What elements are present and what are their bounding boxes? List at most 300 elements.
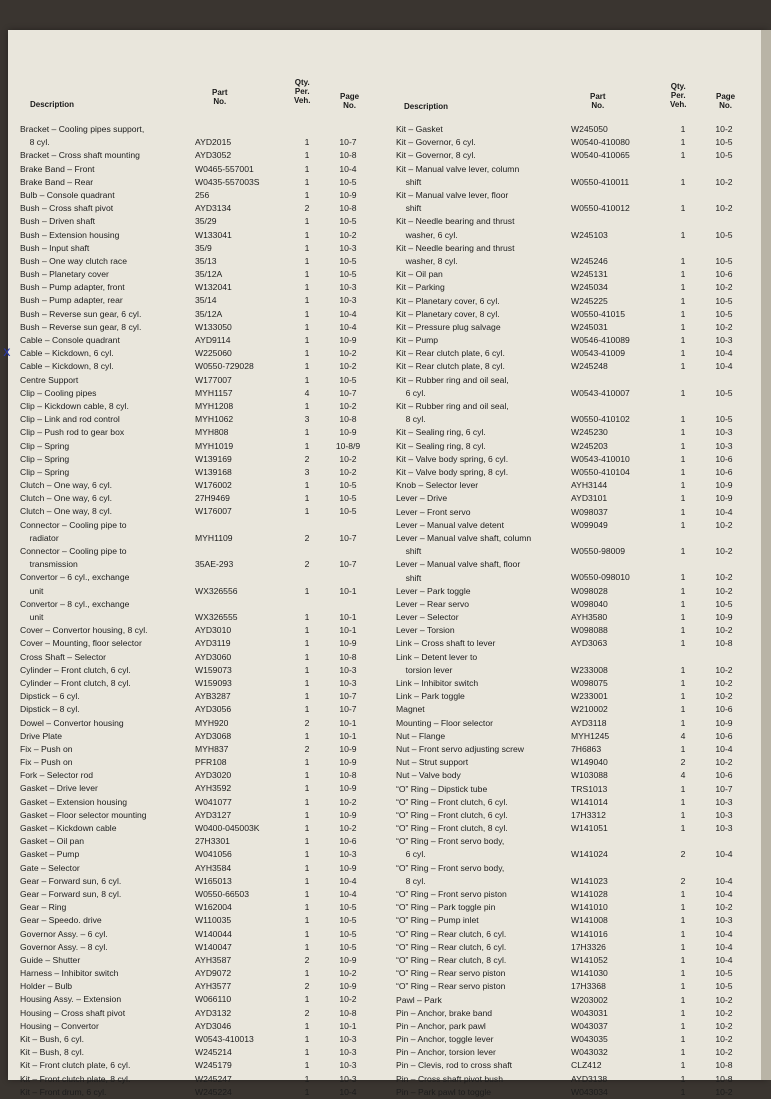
quantity-per-vehicle: 1 xyxy=(680,229,686,240)
quantity-per-vehicle: 1 xyxy=(304,427,310,438)
list-item xyxy=(396,1059,746,1072)
quantity-per-vehicle: 1 xyxy=(304,783,310,794)
margin-mark: x xyxy=(3,345,11,360)
part-description: Kit – Rubber ring and oil seal, 8 cyl. xyxy=(396,401,509,425)
part-description: Clutch – One way, 8 cyl. xyxy=(20,506,113,517)
list-item xyxy=(396,295,746,308)
part-number: W098028 xyxy=(571,585,608,596)
part-description: Bush – Extension housing xyxy=(20,229,120,240)
part-number: W043034 xyxy=(571,1086,608,1097)
part-description: Gear – Speedo. drive xyxy=(20,915,102,926)
list-item xyxy=(396,466,746,479)
quantity-per-vehicle: 1 xyxy=(304,836,310,847)
page-number: 10-3 xyxy=(339,849,357,860)
quantity-per-vehicle: 1 xyxy=(304,1020,310,1031)
list-item xyxy=(396,558,746,584)
part-description: Bracket – Cross shaft mounting xyxy=(20,150,140,161)
part-number: AYD2015 xyxy=(195,137,232,148)
quantity-per-vehicle: 1 xyxy=(680,387,686,398)
list-item xyxy=(20,677,370,690)
part-number: MYH1109 xyxy=(195,532,233,543)
part-number: W141052 xyxy=(571,954,608,965)
list-item xyxy=(20,782,370,795)
page-number: 10-5 xyxy=(339,493,357,504)
page-number: 10-4 xyxy=(339,1086,357,1097)
list-item xyxy=(396,492,746,505)
part-description: Housing – Cross shaft pivot xyxy=(20,1007,126,1018)
part-description: Clip – Spring xyxy=(20,453,70,464)
part-description: Clip – Cooling pipes xyxy=(20,387,97,398)
list-item xyxy=(20,571,370,597)
part-number: W043032 xyxy=(571,1047,608,1058)
page-number: 10-5 xyxy=(339,216,357,227)
page-number: 10-2 xyxy=(715,691,733,702)
list-item xyxy=(20,281,370,294)
quantity-per-vehicle: 1 xyxy=(680,321,686,332)
part-description: “O” Ring – Rear clutch, 6 cyl. xyxy=(396,928,507,939)
part-number: W245214 xyxy=(195,1047,232,1058)
part-number: W210002 xyxy=(571,704,608,715)
page-number: 10-5 xyxy=(339,902,357,913)
part-number: AYH3577 xyxy=(195,981,232,992)
part-number: W133050 xyxy=(195,321,232,332)
quantity-per-vehicle: 1 xyxy=(304,875,310,886)
part-number: W141051 xyxy=(571,823,608,834)
page-number: 10-7 xyxy=(339,691,357,702)
page-number: 10-8 xyxy=(339,1007,357,1018)
list-item xyxy=(20,321,370,334)
quantity-per-vehicle: 1 xyxy=(680,704,686,715)
part-description: Gasket – Drive lever xyxy=(20,783,98,794)
list-item xyxy=(20,189,370,202)
list-item xyxy=(20,664,370,677)
list-item xyxy=(396,690,746,703)
page-number: 10-9 xyxy=(339,862,357,873)
page-number: 10-6 xyxy=(715,730,733,741)
part-number: AYD3010 xyxy=(195,625,232,636)
quantity-per-vehicle: 4 xyxy=(680,730,686,741)
part-number: W245179 xyxy=(195,1060,232,1071)
quantity-per-vehicle: 2 xyxy=(680,849,686,860)
part-number: W233008 xyxy=(571,664,608,675)
list-item xyxy=(396,374,746,400)
page-number: 10-2 xyxy=(339,348,357,359)
part-description: Kit – Sealing ring, 6 cyl. xyxy=(396,427,486,438)
part-number: W0540-410080 xyxy=(571,137,630,148)
quantity-per-vehicle: 1 xyxy=(680,519,686,530)
list-item xyxy=(396,967,746,980)
part-number: W103088 xyxy=(571,770,608,781)
part-description: Gasket – Extension housing xyxy=(20,796,128,807)
page-number: 10-3 xyxy=(715,796,733,807)
part-description: Link – Cross shaft to lever xyxy=(396,638,496,649)
page-number: 10-5 xyxy=(339,255,357,266)
part-description: Cross Shaft – Selector xyxy=(20,651,106,662)
part-description: Nut – Valve body xyxy=(396,770,461,781)
list-item xyxy=(396,914,746,927)
quantity-per-vehicle: 1 xyxy=(680,638,686,649)
quantity-per-vehicle: 1 xyxy=(680,440,686,451)
part-description: Kit – Needle bearing and thrust washer, 6 cyl. xyxy=(396,216,515,240)
list-item xyxy=(396,598,746,611)
list-item xyxy=(396,334,746,347)
part-description: Gear – Ring xyxy=(20,902,67,913)
part-description: Clip – Spring xyxy=(20,466,70,477)
part-description: Bush – One way clutch race xyxy=(20,255,127,266)
page-number: 10-3 xyxy=(339,1047,357,1058)
quantity-per-vehicle: 1 xyxy=(680,427,686,438)
list-item xyxy=(396,928,746,941)
list-item xyxy=(396,163,746,189)
part-number: 35/14 xyxy=(195,295,217,306)
page-number: 10-4 xyxy=(339,875,357,886)
list-item xyxy=(20,426,370,439)
page-number: 10-5 xyxy=(339,941,357,952)
page-number: 10-9 xyxy=(339,809,357,820)
quantity-per-vehicle: 1 xyxy=(680,889,686,900)
part-description: Lever – Front servo xyxy=(396,506,471,517)
part-number: W245224 xyxy=(195,1086,232,1097)
part-description: Lever – Selector xyxy=(396,612,459,623)
page-number: 10-5 xyxy=(339,915,357,926)
quantity-per-vehicle: 1 xyxy=(304,348,310,359)
part-number: W0550-410102 xyxy=(571,414,630,425)
part-description: “O” Ring – Front servo body, 6 cyl. xyxy=(396,836,505,860)
page-number: 10-3 xyxy=(339,677,357,688)
part-number: AYB3287 xyxy=(195,691,231,702)
part-number: W041056 xyxy=(195,849,232,860)
quantity-per-vehicle: 1 xyxy=(680,361,686,372)
part-number: W110035 xyxy=(195,915,232,926)
list-item xyxy=(20,941,370,954)
part-number: AYD3132 xyxy=(195,1007,232,1018)
quantity-per-vehicle: 1 xyxy=(304,902,310,913)
page-number: 10-2 xyxy=(339,968,357,979)
part-description: Kit – Pressure plug salvage xyxy=(396,321,501,332)
list-item xyxy=(396,835,746,861)
part-description: Clip – Link and rod control xyxy=(20,414,120,425)
list-item xyxy=(20,1033,370,1046)
part-number: W141016 xyxy=(571,928,608,939)
list-item xyxy=(20,769,370,782)
part-number: AYD3127 xyxy=(195,809,232,820)
part-description: Cable – Kickdown, 8 cyl. xyxy=(20,361,114,372)
list-item xyxy=(396,1086,746,1099)
part-number: MYH1019 xyxy=(195,440,234,451)
list-item xyxy=(20,176,370,189)
quantity-per-vehicle: 2 xyxy=(304,1007,310,1018)
part-number: AYD9072 xyxy=(195,968,232,979)
part-number: AYD3063 xyxy=(571,638,608,649)
list-item xyxy=(20,914,370,927)
part-number: W132041 xyxy=(195,282,232,293)
quantity-per-vehicle: 1 xyxy=(304,1086,310,1097)
list-item xyxy=(20,149,370,162)
part-number: W245246 xyxy=(571,255,608,266)
quantity-per-vehicle: 1 xyxy=(680,928,686,939)
list-item xyxy=(20,453,370,466)
quantity-per-vehicle: 1 xyxy=(304,915,310,926)
quantity-per-vehicle: 1 xyxy=(680,585,686,596)
part-description: Clip – Spring xyxy=(20,440,70,451)
list-item xyxy=(396,321,746,334)
part-number: AYH3144 xyxy=(571,480,608,491)
page-number: 10-1 xyxy=(339,625,357,636)
page-number: 10-2 xyxy=(715,664,733,675)
part-number: AYD3056 xyxy=(195,704,232,715)
list-item xyxy=(396,360,746,373)
list-item xyxy=(396,888,746,901)
page-number: 10-3 xyxy=(339,1073,357,1084)
list-item xyxy=(20,901,370,914)
page-number: 10-2 xyxy=(715,902,733,913)
list-item xyxy=(20,255,370,268)
list-item xyxy=(396,453,746,466)
page-number: 10-4 xyxy=(339,308,357,319)
quantity-per-vehicle: 1 xyxy=(680,1060,686,1071)
quantity-per-vehicle: 1 xyxy=(304,163,310,174)
page-number: 10-3 xyxy=(339,664,357,675)
part-description: Kit – Planetary cover, 8 cyl. xyxy=(396,308,500,319)
quantity-per-vehicle: 1 xyxy=(680,717,686,728)
part-description: Gasket – Floor selector mounting xyxy=(20,809,147,820)
part-description: Gasket – Kickdown cable xyxy=(20,823,117,834)
quantity-per-vehicle: 1 xyxy=(304,664,310,675)
part-number: W141030 xyxy=(571,968,608,979)
list-item xyxy=(396,585,746,598)
quantity-per-vehicle: 1 xyxy=(680,823,686,834)
quantity-per-vehicle: 1 xyxy=(680,506,686,517)
list-item xyxy=(20,163,370,176)
part-number: W0550-410011 xyxy=(571,176,630,187)
list-item xyxy=(20,980,370,993)
list-item xyxy=(396,136,746,149)
part-number: W139169 xyxy=(195,453,232,464)
quantity-per-vehicle: 1 xyxy=(304,796,310,807)
quantity-per-vehicle: 1 xyxy=(680,902,686,913)
page-number: 10-6 xyxy=(715,704,733,715)
list-item xyxy=(396,717,746,730)
list-item xyxy=(20,822,370,835)
part-number: AYD3134 xyxy=(195,203,232,214)
quantity-per-vehicle: 1 xyxy=(680,546,686,557)
part-number: 35/9 xyxy=(195,242,212,253)
header-page-right: Page No. xyxy=(716,92,736,110)
part-description: Cable – Kickdown, 6 cyl. xyxy=(20,348,114,359)
header-qty-left: Qty. Per. Veh. xyxy=(294,78,311,105)
quantity-per-vehicle: 2 xyxy=(304,981,310,992)
quantity-per-vehicle: 1 xyxy=(304,282,310,293)
part-description: Gasket – Oil pan xyxy=(20,836,85,847)
quantity-per-vehicle: 3 xyxy=(304,414,310,425)
part-description: Magnet xyxy=(396,704,425,715)
list-item xyxy=(396,506,746,519)
part-number: W245131 xyxy=(571,269,608,280)
part-description: Harness – Inhibitor switch xyxy=(20,968,119,979)
page-number: 10-8 xyxy=(715,1073,733,1084)
part-number: W0543-410007 xyxy=(571,387,630,398)
list-item xyxy=(396,756,746,769)
part-number: MYH837 xyxy=(195,743,229,754)
page-number: 10-5 xyxy=(715,229,733,240)
list-item xyxy=(396,268,746,281)
part-description: Knob – Selector lever xyxy=(396,480,479,491)
part-description: Cover – Mounting, floor selector xyxy=(20,638,142,649)
page-number: 10-9 xyxy=(715,493,733,504)
quantity-per-vehicle: 1 xyxy=(304,968,310,979)
quantity-per-vehicle: 1 xyxy=(680,572,686,583)
part-description: Cable – Console quadrant xyxy=(20,335,120,346)
part-description: “O” Ring – Front servo body, 8 cyl. xyxy=(396,862,505,886)
list-item xyxy=(20,1020,370,1033)
list-item xyxy=(20,967,370,980)
quantity-per-vehicle: 1 xyxy=(680,796,686,807)
page-number: 10-5 xyxy=(339,269,357,280)
list-item xyxy=(20,928,370,941)
list-item xyxy=(396,281,746,294)
page-number: 10-9 xyxy=(339,427,357,438)
part-number: W0400-045003K xyxy=(195,823,260,834)
page-number: 10-2 xyxy=(715,1020,733,1031)
quantity-per-vehicle: 1 xyxy=(304,176,310,187)
page-number: 10-2 xyxy=(339,796,357,807)
part-number: W149040 xyxy=(571,757,608,768)
part-description: Kit – Valve body spring, 8 cyl. xyxy=(396,466,509,477)
part-description: Holder – Bulb xyxy=(20,981,73,992)
part-number: W203002 xyxy=(571,994,608,1005)
page-number: 10-2 xyxy=(715,1034,733,1045)
page-number: 10-4 xyxy=(715,743,733,754)
part-number: MYH1157 xyxy=(195,387,233,398)
list-item xyxy=(396,822,746,835)
list-item xyxy=(20,848,370,861)
part-number: W177007 xyxy=(195,374,232,385)
part-number: AYH3584 xyxy=(195,862,232,873)
quantity-per-vehicle: 1 xyxy=(304,823,310,834)
quantity-per-vehicle: 1 xyxy=(304,335,310,346)
page-number: 10-5 xyxy=(339,176,357,187)
part-description: Fix – Push on xyxy=(20,757,73,768)
quantity-per-vehicle: 1 xyxy=(680,968,686,979)
part-number: W0546-410089 xyxy=(571,335,630,346)
page-number: 10-6 xyxy=(715,269,733,280)
page-number: 10-7 xyxy=(339,559,357,570)
part-description: Lever – Manual valve shaft, column shift xyxy=(396,532,532,557)
part-number: W245031 xyxy=(571,321,608,332)
part-number: 35/13 xyxy=(195,255,217,266)
part-description: Kit – Pump xyxy=(396,335,439,346)
list-item xyxy=(396,426,746,439)
page-number: 10-3 xyxy=(715,335,733,346)
part-description: Mounting – Floor selector xyxy=(396,717,493,728)
list-item xyxy=(20,268,370,281)
quantity-per-vehicle: 1 xyxy=(304,361,310,372)
list-item xyxy=(20,703,370,716)
part-description: “O” Ring – Front servo piston xyxy=(396,889,507,900)
part-description: Governor Assy. – 8 cyl. xyxy=(20,941,108,952)
part-number: 27H9469 xyxy=(195,493,230,504)
part-description: Clutch – One way, 6 cyl. xyxy=(20,480,113,491)
part-number: W141008 xyxy=(571,915,608,926)
list-item xyxy=(396,677,746,690)
part-description: Kit – Front clutch plate, 6 cyl. xyxy=(20,1060,131,1071)
part-number: AYD3046 xyxy=(195,1020,232,1031)
part-number: AYD3101 xyxy=(571,493,608,504)
page-number: 10-2 xyxy=(715,546,733,557)
quantity-per-vehicle: 1 xyxy=(304,308,310,319)
part-description: Bush – Cross shaft pivot xyxy=(20,203,114,214)
part-number: W098037 xyxy=(571,506,608,517)
list-item xyxy=(20,1046,370,1059)
list-item xyxy=(396,479,746,492)
list-item xyxy=(20,479,370,492)
list-item xyxy=(20,492,370,505)
quantity-per-vehicle: 1 xyxy=(304,691,310,702)
list-item xyxy=(396,624,746,637)
part-number: W245050 xyxy=(571,124,608,134)
part-number: MYH808 xyxy=(195,427,229,438)
page-number: 10-2 xyxy=(715,1007,733,1018)
part-description: Kit – Valve body spring, 6 cyl. xyxy=(396,453,509,464)
part-description: “O” Ring – Pump inlet xyxy=(396,915,479,926)
part-description: Centre Support xyxy=(20,374,79,385)
part-number: W133041 xyxy=(195,229,232,240)
part-number: AYD3060 xyxy=(195,651,232,662)
list-item xyxy=(20,862,370,875)
header-qty-right: Qty. Per. Veh. xyxy=(670,82,687,109)
list-item xyxy=(20,993,370,1006)
quantity-per-vehicle: 1 xyxy=(680,124,686,134)
part-number: W0540-410065 xyxy=(571,150,630,161)
list-item xyxy=(396,532,746,558)
page-number: 10-2 xyxy=(715,1047,733,1058)
page-number: 10-5 xyxy=(715,414,733,425)
page-number: 10-1 xyxy=(339,717,357,728)
quantity-per-vehicle: 4 xyxy=(680,770,686,781)
part-number: AYD3068 xyxy=(195,730,232,741)
part-description: Gasket – Pump xyxy=(20,849,80,860)
part-number: W0550-410104 xyxy=(571,466,630,477)
page-number: 10-5 xyxy=(715,598,733,609)
part-description: Kit – Rear clutch plate, 6 cyl. xyxy=(396,348,505,359)
part-description: Brake Band – Front xyxy=(20,163,95,174)
part-description: Dipstick – 6 cyl. xyxy=(20,691,80,702)
quantity-per-vehicle: 1 xyxy=(304,229,310,240)
page-number: 10-9 xyxy=(339,335,357,346)
list-item xyxy=(396,980,746,993)
quantity-per-vehicle: 1 xyxy=(304,651,310,662)
part-number: 35/12A xyxy=(195,308,223,319)
list-item xyxy=(396,215,746,241)
quantity-per-vehicle: 1 xyxy=(680,269,686,280)
part-description: Bush – Pump adapter, front xyxy=(20,282,125,293)
page-number: 10-2 xyxy=(715,572,733,583)
page-number: 10-7 xyxy=(339,532,357,543)
page-number: 10-2 xyxy=(339,361,357,372)
quantity-per-vehicle: 1 xyxy=(304,400,310,411)
quantity-per-vehicle: 1 xyxy=(680,453,686,464)
part-number: W245225 xyxy=(571,295,608,306)
list-item xyxy=(396,637,746,650)
part-number: W141028 xyxy=(571,889,608,900)
page-number: 10-2 xyxy=(715,585,733,596)
part-number: AYH3580 xyxy=(571,612,608,623)
list-item xyxy=(396,783,746,796)
list-item xyxy=(20,413,370,426)
page-number: 10-2 xyxy=(715,321,733,332)
part-description: Connector – Cooling pipe to transmission xyxy=(20,546,127,570)
part-number: W159073 xyxy=(195,664,232,675)
